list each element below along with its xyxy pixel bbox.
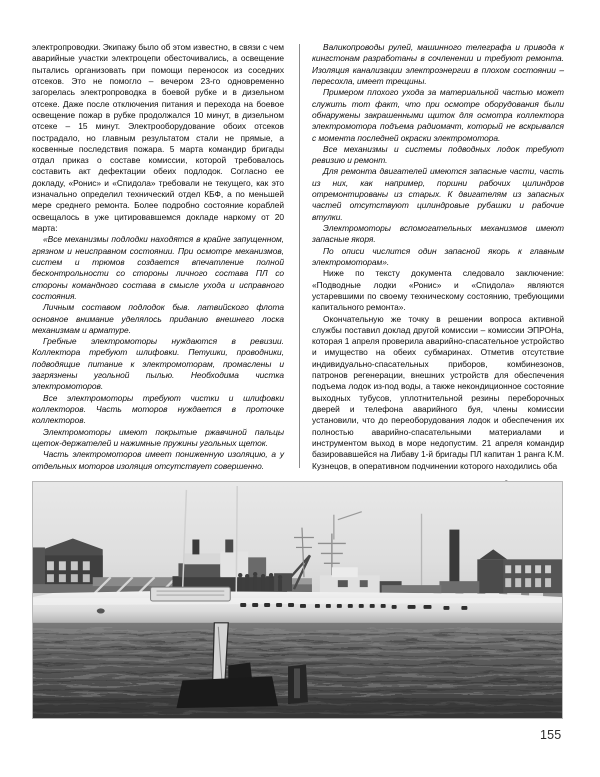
paragraph: Гребные электромоторы нуждаются в ревизии. Коллектора требуют шлифовки. Петушки, проводники, подводящие питание к электромоторам, промаслены и загрязнены угольной пылью. Необходима чистка электромоторов. xyxy=(32,336,284,392)
paragraph: По описи числится один запасной якорь к главным электромоторам». xyxy=(312,245,564,267)
submarine-photo xyxy=(32,481,563,719)
paragraph: Окончательную же точку в решении вопроса активной службы поставил доклад другой комиссии – комиссии ЭПРОНа, которая 1 апреля проверила аварийно-спасательное устройство и имущество на обеих субмаринах. Отметив отсутствие индивидуально-спасательных приборов, комбинезонов, патронов регенерации, внешних устройств для обеспечения подъема лодок из-под воды, а также некондиционное состояние выходных тубусов, уплотнительной резины переборочных дверей и телефона аварийного буя, члены комиссии установили, что до переоборудования лодок и обеспечения их полностью аварийно-спасательными материалами и инструментом выход в море недопустим. 21 апреля командир базировавшейся на Либаву 1-й бригады ПЛ капитан 1 ранга К.М. Кузнецов, в оперативном подчинении которого находились оба xyxy=(312,313,564,471)
paragraph: Часть электромоторов имеет пониженную изоляцию, а у отдельных моторов изоляция отсутствует совершенно. xyxy=(32,449,284,471)
paragraph: Личным составом подлодок быв. латвийского флота основное внимание уделялось приданию внешнего лоска механизмам и арматуре. xyxy=(32,302,284,335)
paragraph: Все механизмы и системы подводных лодок требуют ревизию и ремонт. xyxy=(312,143,564,166)
paragraph: Электромоторы вспомогательных механизмов имеют запасные якоря. xyxy=(312,223,564,245)
paragraph: Валикопроводы рулей, машинного телеграфа и привода к кингстонам разработаны в сочленении и требуют ремонта. Изоляция канализации электроэнергии в плохом состоянии – пересохла, имеет трещины. xyxy=(312,42,564,86)
paragraph: Ниже по тексту документа следовало заключение: «Подводные лодки «Ронис» и «Спидола» являются устаревшими по своему техническому состоянию, требующими капитального ремонта». xyxy=(312,268,564,313)
paragraph: «Все механизмы подлодки находятся в крайне запущенном, грязном и неисправном состоянии. При осмотре механизмов, систем и трюмов создается впечатление полной бесконтрольности со стороны личного состава ПЛ со стороны командного состава в смысле ухода и исправного состояния. xyxy=(32,234,284,301)
article-body xyxy=(32,42,564,474)
column-divider xyxy=(299,44,300,468)
paragraph: Все электромоторы требуют чистки и шлифовки коллекторов. Часть моторов нуждается в проточке коллекторов. xyxy=(32,392,284,426)
paragraph: Электромоторы имеют покрытые ржавчиной пальцы щеток-держателей и нажимные пружины угольных щеток. xyxy=(32,426,284,448)
page-number: 155 xyxy=(540,728,562,742)
paragraph: Примером плохого ухода за материальной частью может служить тот факт, что при осмотре оборудования были обнаружены закрашенными щиток для осмотра коллектора электромотора подъема радиомачт, который не вскрывался с момента последней окраски электромотора. xyxy=(312,87,564,143)
text-column-right xyxy=(312,42,564,474)
paragraph: Для ремонта двигателей имеются запасные части, часть из них, как например, поршни рабочих цилиндров отремонтированы из старых. К двигателям из запасных частей отсутствуют цилиндровые рубашки и рабочие втулки. xyxy=(312,166,564,222)
text-column-left xyxy=(32,42,284,474)
photo-image xyxy=(33,482,562,718)
paragraph: электропроводки. Экипажу было об этом известно, в связи с чем аварийные участки электроцепи обесточивались, а освещение пытались организовать при помощи переносок из соседних отсеков. Это не помогло – вечером 23-го одновременно загорелась электропроводка в боевой рубке и в дизельном отсеке. Даже после отключения питания и перехода на боевое освещение пожар в рубке продолжался 10 минут, в дизельном отсеке – 15 минут. Электрооборудование обоих отсеков пострадало, но главным результатом стали не прямые, а косвенные последствия пожара. 5 марта командир бригады отдал приказ о составе комиссии, которой требовалось составить акт дефектации обеих подлодок. Согласно ее докладу, «Ронис» и «Спидола» требовали не текущего, как это изначально определил технический отдел КБФ, а по меньшей мере среднего ремонта. Более подробно состояние кораблей освещалось в уже цитировавшемся докладе наркому от 20 марта: xyxy=(32,42,284,233)
